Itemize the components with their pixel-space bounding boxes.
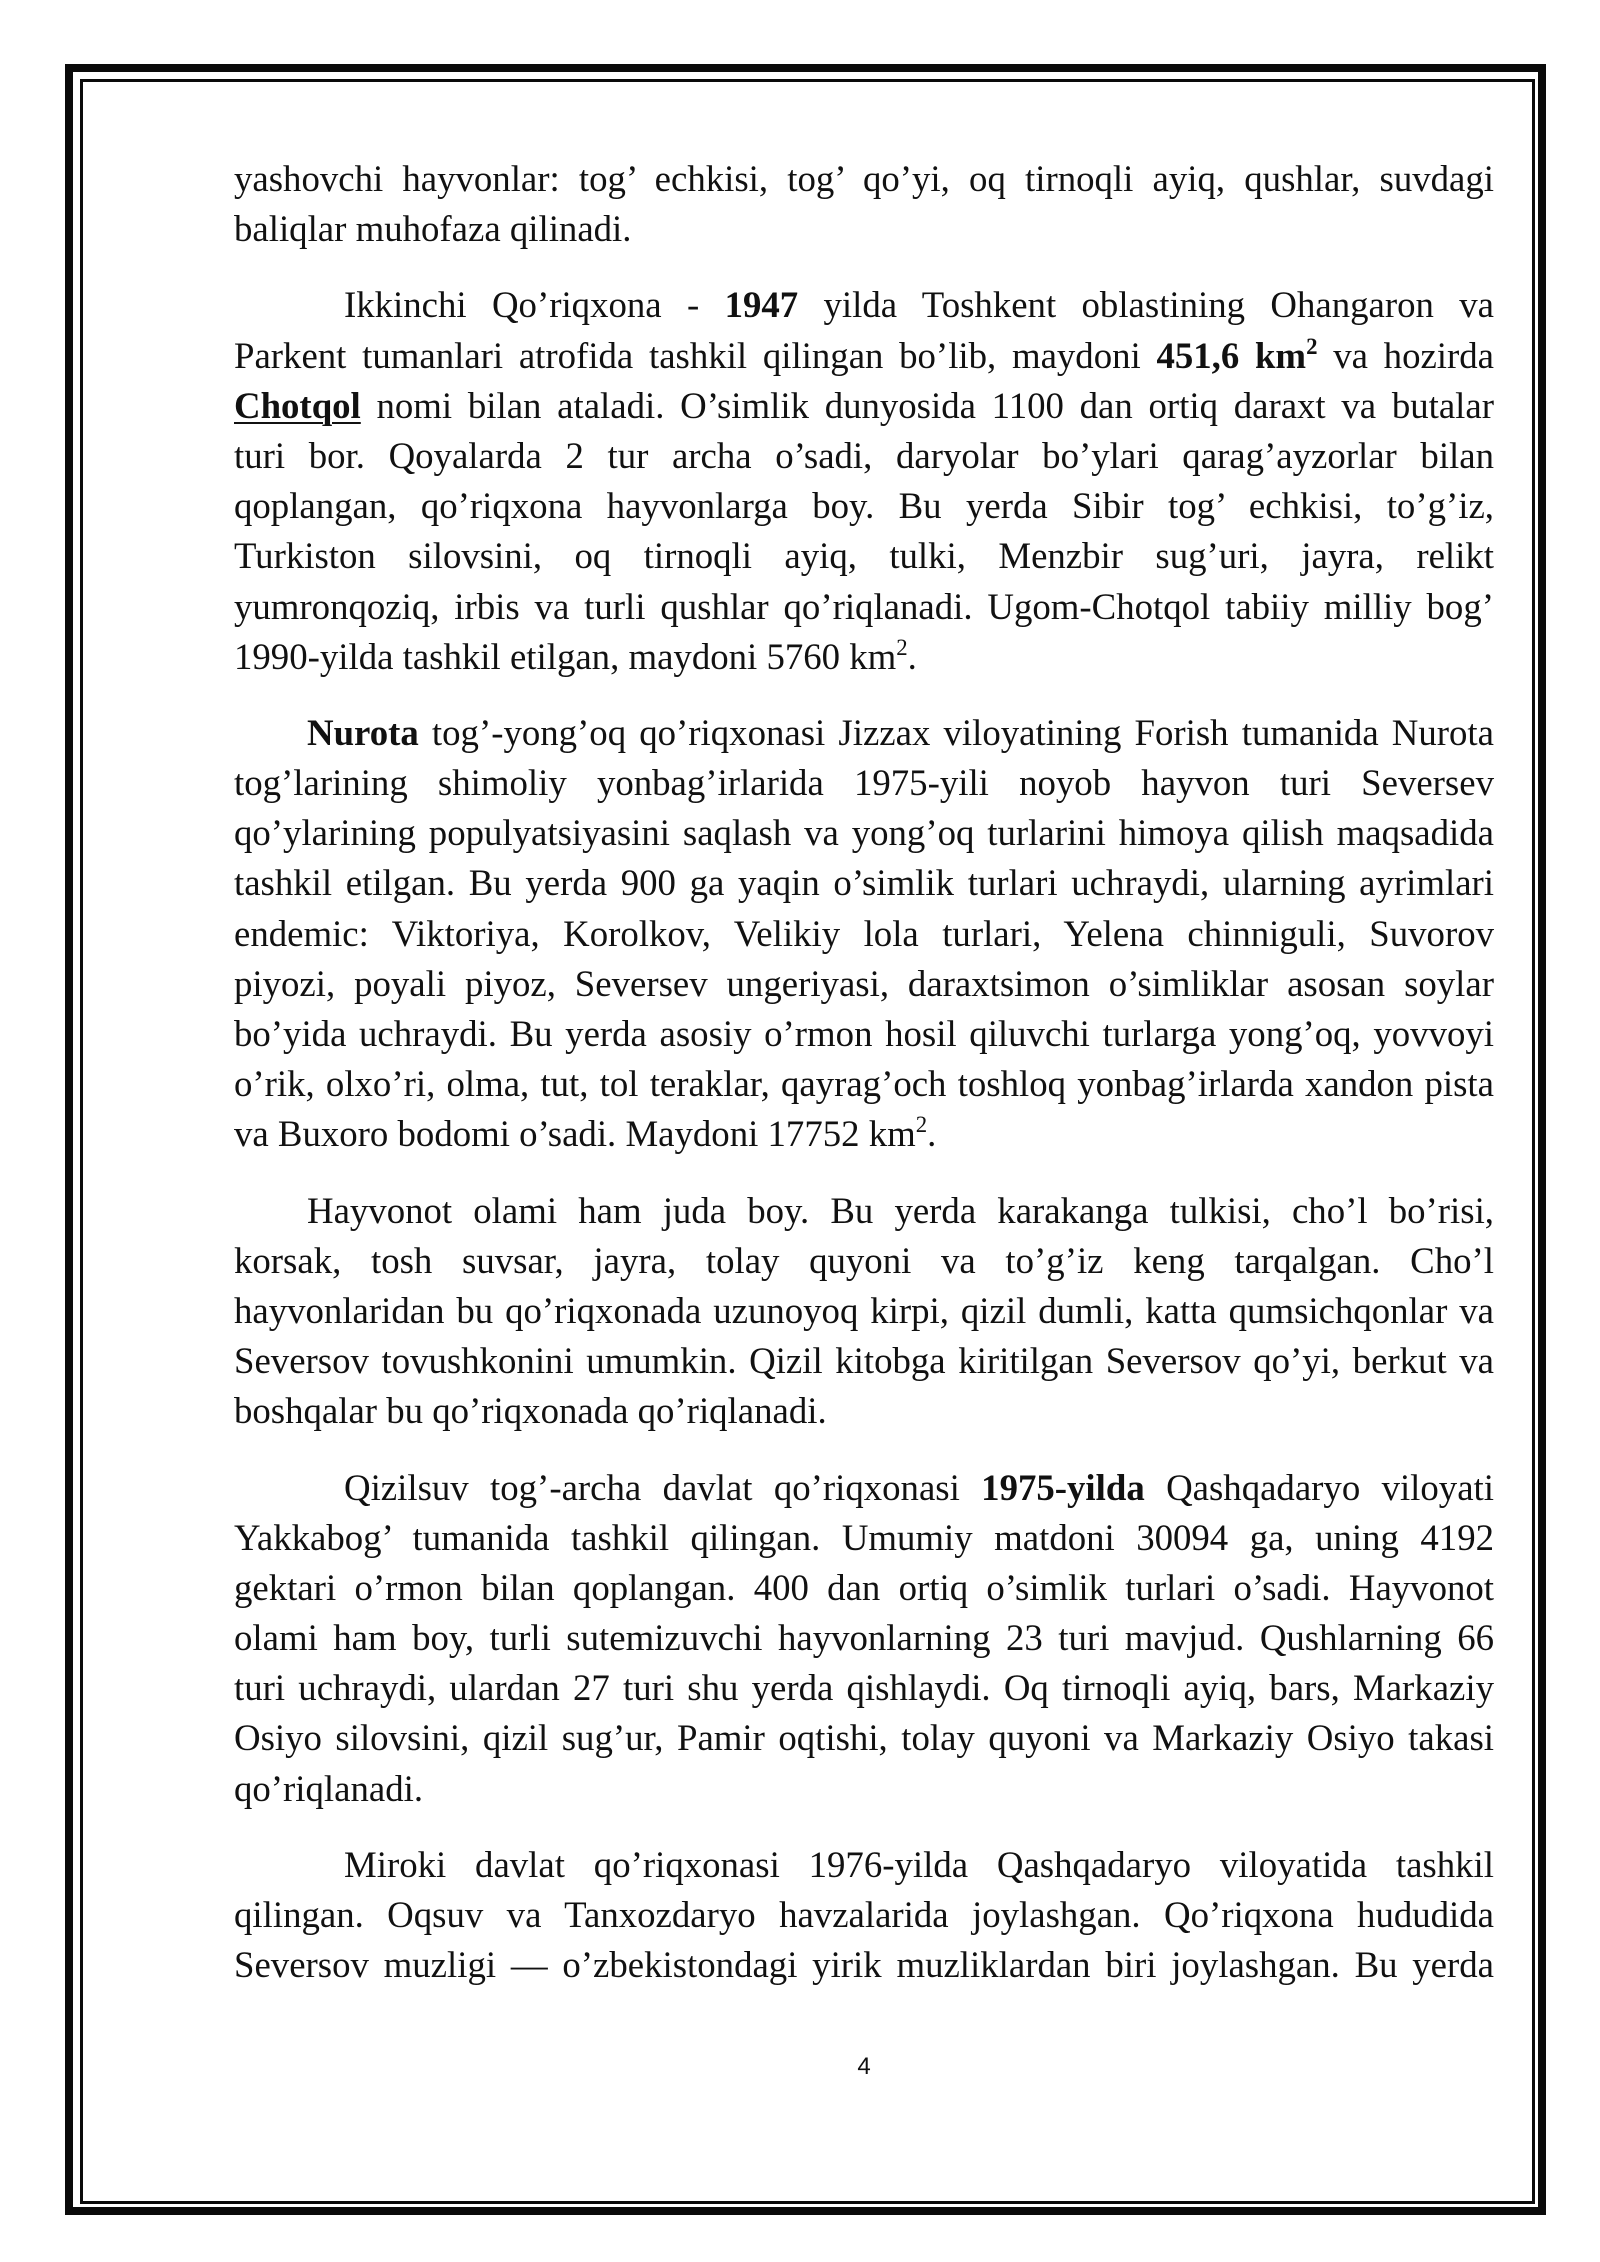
text-line [234,858,1494,908]
paragraph [234,1186,1494,1437]
text-run: qo’riqlanadi. [234,1767,424,1809]
text-run: va Buxoro bodomi o’sadi. Maydoni 17752 km [234,1113,916,1155]
text-run: yumronqoziq, irbis va turli qushlar qo’riqlanadi. Ugom-Chotqol tabiiy milliy bog’ [234,585,1494,627]
paragraph [234,1463,1494,1814]
text-run: Ikkinchi Qo’riqxona - [344,284,725,326]
superscript: 2 [896,634,908,660]
text-line [234,1940,1494,1990]
text-run: qoplangan, qo’riqxona hayvonlarga boy. Bu yerda Sibir tog’ echkisi, to’g’iz, [234,485,1494,527]
text-line [234,959,1494,1009]
text-run: gektari o’rmon bilan qoplangan. 400 dan ortiq o’simlik turlari o’sadi. Hayvonot [234,1566,1494,1608]
text-line [234,1613,1494,1663]
text-line [234,1513,1494,1563]
paragraph [234,280,1494,682]
text-line [234,280,1494,330]
text-run: Yakkabog’ tumanida tashkil qilingan. Umumiy matdoni 30094 ga, uning 4192 [234,1516,1494,1558]
text-line [234,154,1494,204]
text-run: tog’larining shimoliy yonbag’irlarida 1975-yili noyob hayvon turi Seversev [234,762,1494,804]
text-run: turi bor. Qoyalarda 2 tur archa o’sadi, daryolar bo’ylari qarag’ayzorlar bilan [234,434,1494,476]
page-number: 4 [857,2053,871,2080]
text-run: . [907,635,917,677]
text-run: Qizilsuv tog’-archa davlat qo’riqxonasi [344,1466,982,1508]
text-run: olami ham boy, turli sutemizuvchi hayvonlarning 23 turi mavjud. Qushlarning 66 [234,1617,1494,1659]
text-run: korsak, tosh suvsar, jayra, tolay quyoni va to’g’iz keng tarqalgan. Cho’l [234,1239,1494,1281]
text-line [234,808,1494,858]
text-run: Hayvonot olami ham juda boy. Bu yerda karakanga tulkisi, cho’l bo’risi, [307,1189,1494,1231]
text-line [234,1286,1494,1336]
text-line [234,204,1494,254]
text-line [234,331,1494,381]
text-line [234,1463,1494,1513]
text-run: turi uchraydi, ulardan 27 turi shu yerda qishlaydi. Oq tirnoqli ayiq, bars, Markaziy [234,1667,1494,1709]
underlined-bold-text: Chotqol [234,384,361,426]
text-line [234,1764,1494,1814]
text-run: Parkent tumanlari atrofida tashkil qilingan bo’lib, maydoni [234,334,1157,376]
bold-text: 1975-yilda [981,1466,1145,1508]
text-run: Turkiston silovsini, oq tirnoqli ayiq, tulki, Menzbir sug’uri, jayra, relikt [234,535,1494,577]
text-line [234,481,1494,531]
paragraph [234,708,1494,1160]
text-run: o’rik, olxo’ri, olma, tut, tol teraklar, qayrag’och toshloq yonbag’irlarda xandon pista [234,1063,1494,1105]
text-line [234,1186,1494,1236]
text-run: Qashqadaryo viloyati [1144,1466,1494,1508]
text-line [234,1713,1494,1763]
text-run: yilda Toshkent oblastining Ohangaron va [798,284,1494,326]
text-line [234,1890,1494,1940]
text-line [234,1009,1494,1059]
text-line [234,758,1494,808]
text-run: tog’-yong’oq qo’riqxonasi Jizzax viloyatining Forish tumanida Nurota [418,711,1494,753]
text-run: Osiyo silovsini, qizil sug’ur, Pamir oqtishi, tolay quyoni va Markaziy Osiyo takasi [234,1717,1494,1759]
text-run: . [927,1113,937,1155]
text-line [234,1386,1494,1436]
superscript: 2 [915,1112,928,1138]
text-run: boshqalar bu qo’riqxonada qo’riqlanadi. [234,1390,827,1432]
bold-text: 1947 [724,284,799,326]
text-line [234,708,1494,758]
text-run: baliqlar muhofaza qilinadi. [234,208,632,250]
text-run: Seversov tovushkonini umumkin. Qizil kitobga kiritilgan Seversov qo’yi, berkut va [234,1340,1494,1382]
paragraph [234,154,1494,254]
text-run: nomi bilan ataladi. O’simlik dunyosida 1100 dan ortiq daraxt va butalar [360,384,1494,426]
text-line [234,1663,1494,1713]
text-line [234,1336,1494,1386]
text-line [234,1563,1494,1613]
text-run: qilingan. Oqsuv va Tanxozdaryo havzalarida joylashgan. Qo’riqxona hududida [234,1894,1494,1935]
text-run: va hozirda [1317,334,1495,376]
text-run: qo’ylarining populyatsiyasini saqlash va yong’oq turlarini himoya qilish maqsadida [234,812,1494,854]
text-run: Miroki davlat qo’riqxonasi 1976-yilda Qashqadaryo viloyatida tashkil [344,1843,1494,1885]
superscript: 2 [1306,333,1318,359]
text-line [234,1059,1494,1109]
bold-text: Nurota [307,711,419,753]
text-run: hayvonlaridan bu qo’riqxonada uzunoyoq kirpi, qizil dumli, katta qumsichqonlar va [234,1289,1494,1331]
text-run: bo’yida uchraydi. Bu yerda asosiy o’rmon hosil qiluvchi turlarga yong’oq, yovvoyi [234,1013,1494,1054]
text-line [234,1236,1494,1286]
bold-text: 451,6 km [1156,334,1307,376]
text-line [234,431,1494,481]
text-run: endemic: Viktoriya, Korolkov, Velikiy lola turlari, Yelena chinniguli, Suvorov [234,912,1494,954]
text-body [234,154,1494,2016]
text-line [234,909,1494,959]
text-run: tashkil etilgan. Bu yerda 900 ga yaqin o’simlik turlari uchraydi, ularning ayrimlari [234,862,1494,904]
text-line [234,381,1494,431]
text-line [234,582,1494,632]
text-line [234,632,1494,682]
text-run: yashovchi hayvonlar: tog’ echkisi, tog’ qo’yi, oq tirnoqli ayiq, qushlar, suvdagi [234,158,1494,199]
text-line [234,1840,1494,1890]
text-run: Seversov muzligi — o’zbekistondagi yirik muzliklardan biri joylashgan. Bu yerda [234,1944,1494,1986]
text-run: piyozi, poyali piyoz, Seversev ungeriyasi, daraxtsimon o’simliklar asosan soylar [234,962,1494,1004]
paragraph [234,1840,1494,1991]
text-line [234,531,1494,581]
text-line [234,1109,1494,1159]
text-run: 1990-yilda tashkil etilgan, maydoni 5760 km [234,635,897,677]
